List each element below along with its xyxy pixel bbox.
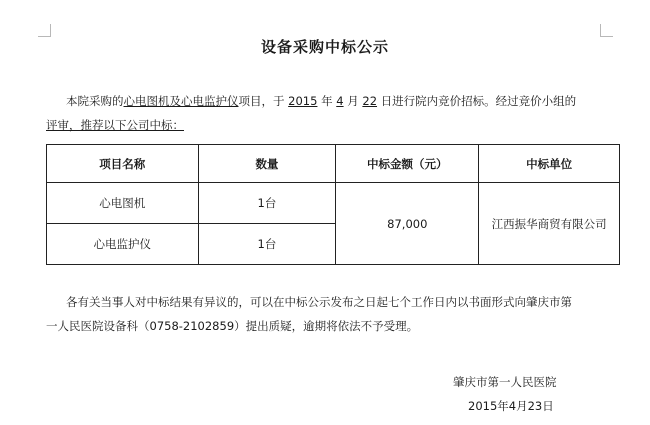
table-row — [47, 183, 620, 224]
quantity-cell: 1台 — [198, 224, 336, 265]
header-winning-company: 中标单位 — [479, 145, 620, 183]
document-title: 设备采购中标公示 — [260, 38, 389, 56]
header-quantity: 数量 — [198, 145, 336, 183]
month-unit: 月 — [347, 94, 359, 108]
winning-company-cell: 江西振华商贸有限公司 — [479, 183, 620, 265]
award-table — [46, 144, 620, 265]
quantity-cell: 1台 — [198, 183, 336, 224]
equipment-name: 心电图机及心电监护仪 — [123, 94, 239, 108]
year-unit: 年 — [321, 94, 333, 108]
intro-text-part-2: 项目，于 — [238, 94, 285, 108]
intro-text-part-3: 日进行院内竞价招标。经过竞价小组的 — [380, 94, 577, 108]
intro-paragraph-line-2 — [46, 113, 184, 137]
tender-month: 4 — [336, 94, 344, 108]
bid-amount-cell: 87,000 — [336, 183, 479, 265]
header-item-name: 项目名称 — [47, 145, 199, 183]
objection-paragraph-line-2: 一人民医院设备科（0758-2102859）提出质疑，逾期将依法不予受理。 — [46, 319, 419, 333]
table-header-row — [47, 145, 620, 183]
signature-organization: 肇庆市第一人民医院 — [453, 375, 557, 389]
tender-day: 22 — [362, 94, 378, 108]
tender-year: 2015 — [288, 94, 318, 108]
signature-date: 2015年4月23日 — [468, 399, 554, 413]
item-name-cell: 心电图机 — [47, 183, 199, 224]
intro-text-part-1: 本院采购的 — [66, 94, 124, 108]
intro-text-line-2: 评审，推荐以下公司中标： — [46, 118, 184, 132]
intro-paragraph-line-1 — [66, 89, 576, 113]
item-name-cell: 心电监护仪 — [47, 224, 199, 265]
header-bid-amount: 中标金额（元） — [336, 145, 479, 183]
objection-paragraph-line-1: 各有关当事人对中标结果有异议的，可以在中标公示发布之日起七个工作日内以书面形式向肇庆市第 — [66, 295, 572, 309]
